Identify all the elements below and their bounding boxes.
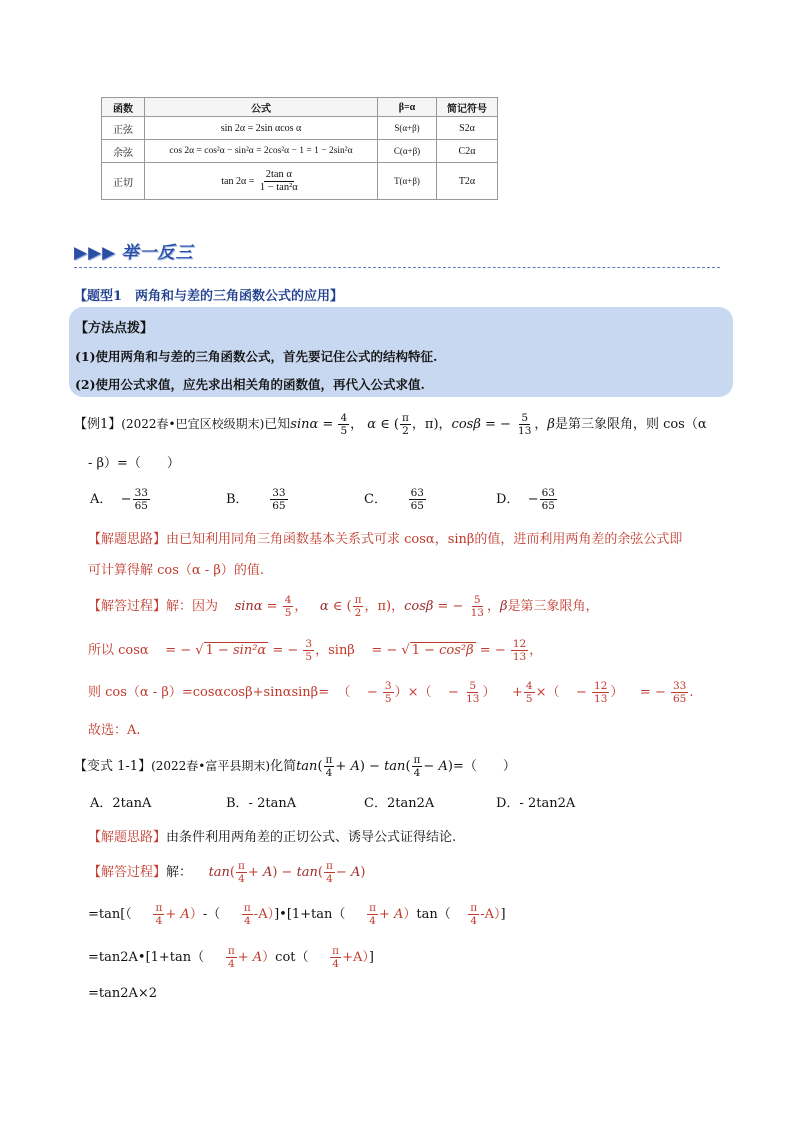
option-b[interactable]: B． $\frac{33}{65}$ [226, 487, 286, 512]
table-header: 函数 [102, 98, 145, 117]
example-1-process: 【解答过程】解：因为 sinα = $\frac{4}{5}$ ， α ∈ ( $\frac{\pi}{2}$ ，π)，cosβ = − $\frac{5}{13}$ ，β是第三象限角， [88, 594, 599, 619]
example-1-idea: 【解题思路】由已知利用同角三角函数基本关系式可求 cosα，sinβ的值，进而利用两角差的余弦公式即 [88, 532, 683, 547]
method-item: (2)使用公式求值，应先求出相关角的函数值，再代入公式求值. [75, 377, 425, 392]
method-title: 【方法点拨】 [75, 321, 154, 336]
arrow-icon: ▶▶▶ [74, 243, 117, 263]
variant-1-1-process: 【解答过程】解： tan( $\frac{\pi}{4}$ + A) − tan( $\frac{\pi}{4}$ − A) [88, 860, 366, 885]
option-a[interactable]: A． − $\frac{33}{65}$ [90, 487, 148, 512]
table-header: 简记符号 [437, 98, 498, 117]
table-header: β=α [378, 98, 437, 117]
section-banner: ▶▶▶ 举一反三 [74, 243, 194, 263]
table-row: 正切 tan 2α = $\frac{\text{2tan α}}{\text{1 − tan²α}}$ T(α+β) T2α [102, 163, 498, 200]
example-1-result: 则 cos（α - β）=cosαcosβ+sinαsinβ= （ − $\frac{3}{5}$ ）×（ − $\frac{5}{13}$ ） + $\frac{4}{5}$ ×（ − $\frac{12}{13}$ ） = − $\frac{33}{65}$ . [88, 680, 694, 705]
method-item: (1)使用两角和与差的三角函数公式，首先要记住公式的结构特征. [75, 349, 438, 364]
variant-1-1-step: =tan2A•[1+tan（ $\frac{\pi}{4}$ + A）cot（ $\frac{\pi}{4}$ +A）] [88, 945, 374, 970]
variant-1-1-idea: 【解题思路】由条件利用两角差的正切公式、诱导公式证得结论. [88, 830, 457, 845]
example-1-idea-cont: 可计算得解 cos（α - β）的值. [88, 563, 264, 578]
option-d[interactable]: D．- 2tan2A [496, 796, 576, 811]
variant-1-1-stem: 【变式 1-1】(2022春•富平县期末)化简tan( $\frac{\pi}{4}$ + A) − tan( $\frac{\pi}{4}$ − A)=（ ） [74, 754, 516, 779]
option-d[interactable]: D． − $\frac{63}{65}$ [496, 487, 555, 512]
example-1-answer: 故选：A. [88, 723, 141, 738]
example-1-stem: 【例1】(2022春•巴宜区校级期末)已知sinα = $\frac{4}{5}$ ， α ∈ ( $\frac{\pi}{2}$ ，π)，cosβ = − $\frac{5}{13}$ ，β是第三象限角，则 cos（α [74, 412, 707, 437]
table-header: 公式 [145, 98, 378, 117]
formula-table [101, 97, 498, 200]
divider [74, 267, 720, 268]
variant-1-1-step: =tan2A×2 [88, 986, 158, 1001]
example-1-step: 所以 cosα = − √ 1 − sin²α = − $\frac{3}{5}$ ，sinβ = − √ 1 − cos²β = − $\frac{12}{13}$ ， [88, 638, 543, 663]
table-row: 余弦 cos 2α = cos²α − sin²α = 2cos²α − 1 = 1 − 2sin²α C(α+β) C2α [102, 140, 498, 163]
option-c[interactable]: C．2tan2A [364, 796, 435, 811]
method-box [69, 307, 733, 397]
option-b[interactable]: B．- 2tanA [226, 796, 297, 811]
option-c[interactable]: C． $\frac{63}{65}$ [364, 487, 424, 512]
variant-1-1-step: =tan[（ $\frac{\pi}{4}$ + A）-（ $\frac{\pi}{4}$ -A）]•[1+tan（ $\frac{\pi}{4}$ + A）tan（ $\frac{\pi}{4}$ -A）] [88, 902, 506, 927]
option-a[interactable]: A．2tanA [90, 796, 152, 811]
topic-heading: 【题型1 两角和与差的三角函数公式的应用】 [74, 289, 344, 304]
table-row: 正弦 sin 2α = 2sin αcos α S(α+β) S2α [102, 117, 498, 140]
example-1-stem-end: - β）=（ ） [88, 456, 180, 471]
